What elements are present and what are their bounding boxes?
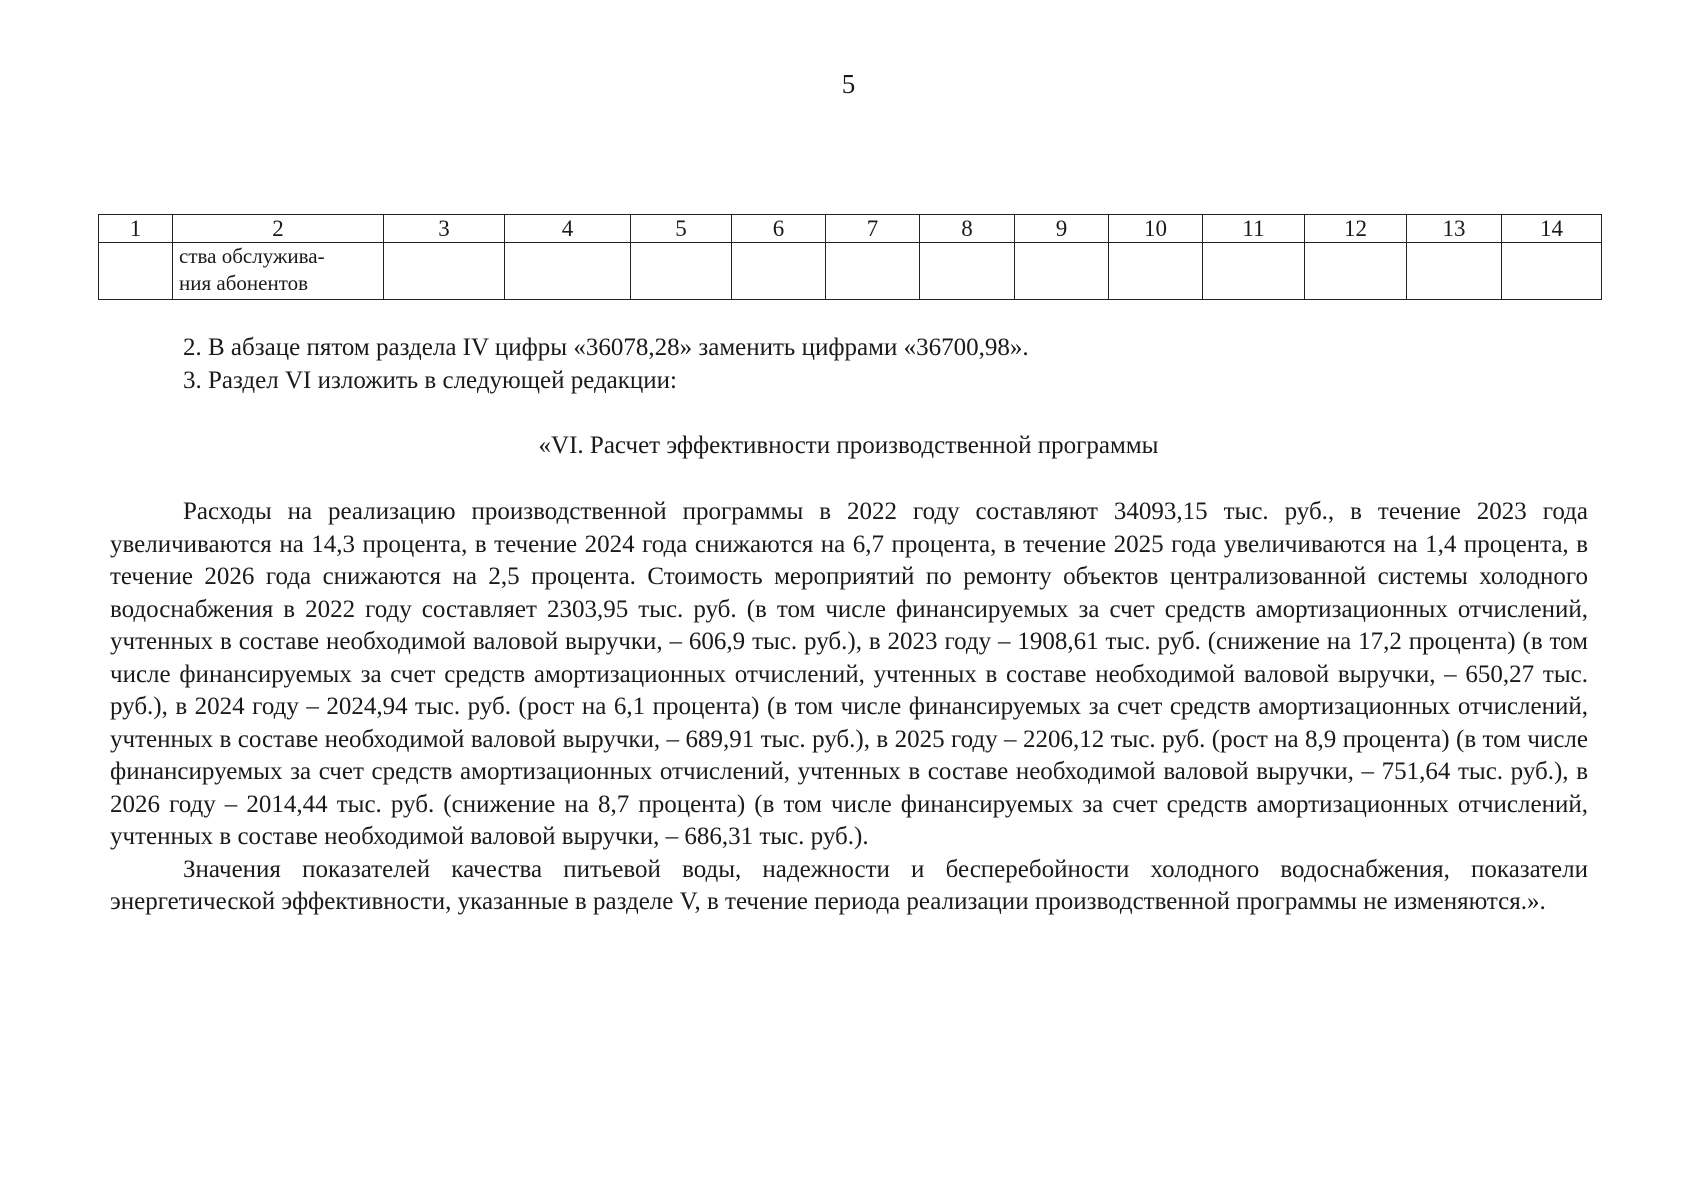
table-cell — [1109, 243, 1203, 300]
column-number-header: 12 — [1305, 215, 1407, 243]
table-header-row — [99, 215, 1602, 243]
body-paragraph: Расходы на реализацию производственной программы в 2022 году составляют 34093,15 тыс. руб., в течение 2023 года увеличиваются на 14,3 процента, в течение 2024 года снижаются на 6,7 процента, в течение 2025 года увеличиваются на 1,4 процента, в течение 2026 года снижаются на 2,5 процента. Стоимость мероприятий по ремонту объектов централизованной системы холодного водоснабжения в 2022 году составляет 2303,95 тыс. руб. (в том числе финансируемых за счет средств амортизационных отчислений, учтенных в составе необходимой валовой выручки, – 606,9 тыс. руб.), в 2023 году – 1908,61 тыс. руб. (снижение на 17,2 процента) (в том числе финансируемых за счет средств амортизационных отчислений, учтенных в составе необходимой валовой выручки, – 650,27 тыс. руб.), в 2024 году – 2024,94 тыс. руб. (рост на 6,1 процента) (в том числе финансируемых за счет средств амортизационных отчислений, учтенных в составе необходимой валовой выручки, – 689,91 тыс. руб.), в 2025 году – 2206,12 тыс. руб. (рост на 8,9 процента) (в том числе финансируемых за счет средств амортизационных отчислений, учтенных в составе необходимой валовой выручки, – 751,64 тыс. руб.), в 2026 году – 2014,44 тыс. руб. (снижение на 8,7 процента) (в том числе финансируемых за счет средств амортизационных отчислений, учтенных в составе необходимой валовой выручки, – 686,31 тыс. руб.). — [110, 498, 1588, 850]
column-number-header: 4 — [505, 215, 631, 243]
page-number: 5 — [841, 69, 856, 99]
amendment-item: 3. Раздел VI изложить в следующей редакции: — [183, 366, 678, 394]
column-number-header: 10 — [1109, 215, 1203, 243]
table-cell — [631, 243, 732, 300]
table-cell — [1203, 243, 1305, 300]
continuation-table — [98, 214, 1602, 300]
column-number-header: 2 — [173, 215, 384, 243]
amendments-block — [110, 332, 1588, 397]
section-body — [110, 496, 1588, 919]
table-cell — [1502, 243, 1602, 300]
table-row — [99, 243, 1602, 300]
column-number-header: 9 — [1015, 215, 1109, 243]
column-number-header: 13 — [1407, 215, 1502, 243]
column-number-header: 7 — [826, 215, 920, 243]
table-cell — [99, 243, 173, 300]
column-number-header: 5 — [631, 215, 732, 243]
column-number-header: 14 — [1502, 215, 1602, 243]
cell-text-line: ства обслужива- — [179, 244, 325, 268]
amendment-item: 2. В абзаце пятом раздела IV цифры «36078,28» заменить цифрами «36700,98». — [183, 334, 1029, 361]
table-cell-description — [173, 243, 384, 300]
table-cell — [384, 243, 505, 300]
table-cell — [1305, 243, 1407, 300]
table-cell — [920, 243, 1015, 300]
section-heading: «VI. Расчет эффективности производственной программы — [538, 432, 1159, 459]
column-number-header: 11 — [1203, 215, 1305, 243]
table-cell — [826, 243, 920, 300]
column-number-header: 3 — [384, 215, 505, 243]
column-number-header: 8 — [920, 215, 1015, 243]
table-cell — [732, 243, 826, 300]
column-number-header: 1 — [99, 215, 173, 243]
body-paragraph: Значения показателей качества питьевой воды, надежности и бесперебойности холодного водоснабжения, показатели энергетической эффективности, указанные в разделе V, в течение периода реализации производственной программы не изменяются.». — [110, 855, 1588, 915]
table-cell — [505, 243, 631, 300]
table-cell — [1015, 243, 1109, 300]
cell-text-line: ния абонентов — [179, 271, 309, 295]
column-number-header: 6 — [732, 215, 826, 243]
table-cell — [1407, 243, 1502, 300]
